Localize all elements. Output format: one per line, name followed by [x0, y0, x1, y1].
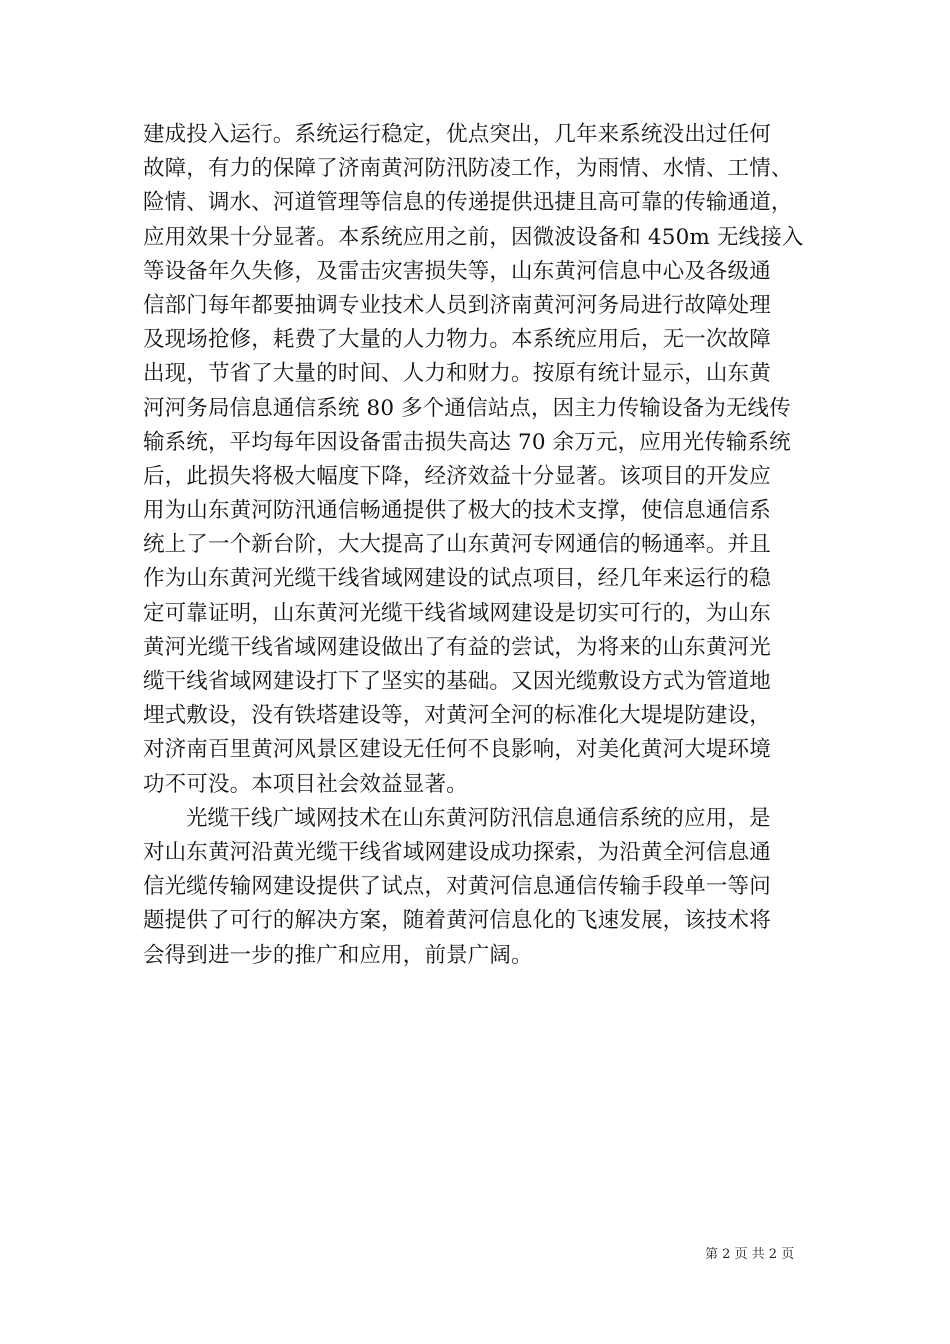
page-number-label: 第 2 页 共 2 页	[705, 1247, 795, 1262]
text-line: 缆干线省域网建设打下了坚实的基础。又因光缆敷设方式为管道地	[143, 669, 771, 694]
text-line: 后，此损失将极大幅度下降，经济效益十分显著。该项目的开发应	[143, 463, 771, 489]
text-line: 会得到进一步的推广和应用，前景广阔。	[143, 942, 533, 968]
text-line: 险情、调水、河道管理等信息的传递提供迅捷且高可靠的传输通道，	[143, 190, 793, 216]
text-line: 用为山东黄河防汛通信畅通提供了极大的技术支撑，使信息通信系	[143, 498, 771, 524]
text-line: 输系统，平均每年因设备雷击损失高达 70 余万元，应用光传输系统	[143, 429, 791, 455]
text-line: 黄河光缆干线省域网建设做出了有益的尝试，为将来的山东黄河光	[143, 634, 771, 660]
text-line: 对山东黄河沿黄光缆干线省域网建设成功探索，为沿黄全河信息通	[143, 839, 771, 865]
text-line: 出现，节省了大量的时间、人力和财力。按原有统计显示，山东黄	[143, 361, 771, 387]
paragraph-1	[143, 118, 819, 802]
text-line: 统上了一个新台阶，大大提高了山东黄河专网通信的畅通率。并且	[143, 532, 771, 558]
document-body	[143, 118, 819, 973]
text-line: 定可靠证明，山东黄河光缆干线省域网建设是切实可行的，为山东	[143, 600, 771, 626]
page-footer	[705, 1247, 794, 1263]
text-line: 及现场抢修，耗费了大量的人力物力。本系统应用后，无一次故障	[143, 327, 771, 353]
text-line: 题提供了可行的解决方案，随着黄河信息化的飞速发展，该技术将	[143, 908, 771, 934]
text-line: 故障，有力的保障了济南黄河防汛防凌工作，为雨情、水情、工情、	[143, 156, 793, 182]
text-line: 信光缆传输网建设提供了试点，对黄河信息通信传输手段单一等问	[143, 874, 771, 900]
text-line: 对济南百里黄河风景区建设无任何不良影响，对美化黄河大堤环境	[143, 737, 771, 763]
text-line: 光缆干线广域网技术在山东黄河防汛信息通信系统的应用，是	[186, 805, 771, 831]
text-line: 埋式敷设，没有铁塔建设等，对黄河全河的标准化大堤堤防建设，	[143, 703, 771, 729]
text-line: 作为山东黄河光缆干线省域网建设的试点项目，经几年来运行的稳	[143, 566, 771, 592]
text-line: 建成投入运行。系统运行稳定，优点突出，几年来系统没出过任何	[143, 122, 771, 147]
paragraph-2	[143, 802, 819, 973]
text-line: 应用效果十分显著。本系统应用之前，因微波设备和 450m 无线接入	[143, 224, 804, 250]
text-line: 等设备年久失修，及雷击灾害损失等，山东黄河信息中心及各级通	[143, 258, 771, 284]
text-line: 信部门每年都要抽调专业技术人员到济南黄河河务局进行故障处理	[143, 292, 771, 318]
text-line: 功不可没。本项目社会效益显著。	[143, 771, 468, 797]
text-line: 河河务局信息通信系统 80 多个通信站点，因主力传输设备为无线传	[143, 395, 791, 421]
